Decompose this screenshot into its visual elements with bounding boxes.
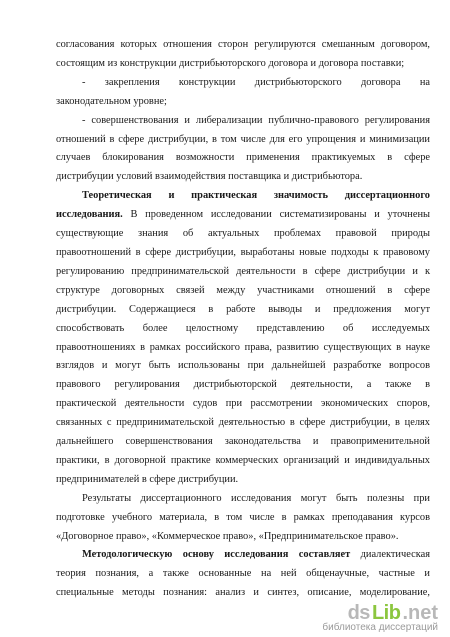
logo-lib: Lib: [371, 602, 401, 624]
text-line: случаев блокирования возможности применения практикуемых в сфере: [56, 152, 430, 164]
text-line: правоотношениях в рамках российского права, развитию существующих в науке: [56, 341, 430, 353]
text-line: [56, 546, 430, 565]
text-line: теория познания, а также основанные на ней общенаучные, частные и: [56, 568, 430, 580]
text-fragment: В проведенном исследовании систематизированы и уточнены: [122, 209, 430, 221]
text-line: законодательном уровне;: [56, 95, 167, 107]
text-line: практической деятельности судов при рассмотрении экономических споров,: [56, 398, 430, 410]
text-line: правоотношений в сфере дистрибуции, выработаны новые подходы к правовому: [56, 246, 430, 258]
text-line: Результаты диссертационного исследования могут быть полезны при: [82, 492, 430, 504]
paragraph-significance: [56, 187, 430, 490]
section-heading-end: исследования.: [56, 209, 123, 221]
paragraph-1: [56, 36, 430, 74]
text-line: «Договорное право», «Коммерческое право», «Предпринимательское право».: [56, 530, 399, 542]
text-line: дальнейшего совершенствования законодательства и правоприменительной: [56, 436, 430, 448]
paragraph-2: [56, 74, 430, 112]
text-line: связанных с предпринимательской деятельностью в сфере дистрибуции, в целях: [56, 417, 430, 429]
paragraph-methodology: [56, 546, 430, 603]
text-line: правового регулирования дистрибьюторской деятельности, а также в: [56, 379, 430, 391]
section-heading: Теоретическая и практическая значимость диссертационного: [82, 190, 430, 202]
text-line: специальные методы познания: анализ и синтез, описание, моделирование,: [56, 587, 430, 599]
text-line: предпринимателей в сфере дистрибуции.: [56, 473, 239, 485]
text-line: согласования которых отношения сторон регулируются смешанным договором,: [56, 39, 430, 50]
paragraph-results: [56, 490, 430, 547]
text-line: [56, 206, 430, 225]
text-line: практики, в договорной практике коммерческих организаций и индивидуальных: [56, 454, 430, 466]
paragraph-3: [56, 112, 430, 188]
logo-net: .net: [402, 602, 438, 624]
document-page: [56, 36, 430, 603]
text-line: структуре договорных связей между участниками отношений в сфере: [56, 284, 430, 296]
watermark-subtitle: библиотека диссертаций: [322, 622, 438, 633]
text-fragment: диалектическая: [350, 549, 430, 561]
text-line: подготовке учебного материала, в том числе в рамках преподавания курсов: [56, 511, 430, 523]
section-heading: Методологическую основу исследования составляет: [82, 549, 351, 561]
text-line: существующие знания об актуальных проблемах правовой природы: [56, 228, 430, 240]
dslib-watermark: [298, 602, 438, 633]
text-line: способствовать более целостному представлению об исследуемых: [56, 322, 430, 334]
text-line: взглядов и могут быть использованы при дальнейшей разработке вопросов: [56, 360, 430, 372]
text-line: дистрибуции. Содержащиеся в работе выводы и предложения могут: [56, 303, 430, 315]
text-line: - закрепления конструкции дистрибьюторского договора на: [82, 76, 430, 88]
text-line: регулированию предпринимательской деятельности в сфере дистрибуции и к: [56, 265, 430, 277]
text-line: состоящим из конструкции дистрибьюторского договора и договора поставки;: [56, 57, 405, 69]
text-line: отношений в сфере дистрибуции, в том числе для его упрощения и минимизации: [56, 133, 430, 145]
logo-ds: ds: [347, 602, 370, 624]
text-line: - совершенствования и либерализации публично-правового регулирования: [82, 114, 430, 126]
text-line: дистрибуции условий взаимодействия поставщика и дистрибьютора.: [56, 171, 363, 183]
